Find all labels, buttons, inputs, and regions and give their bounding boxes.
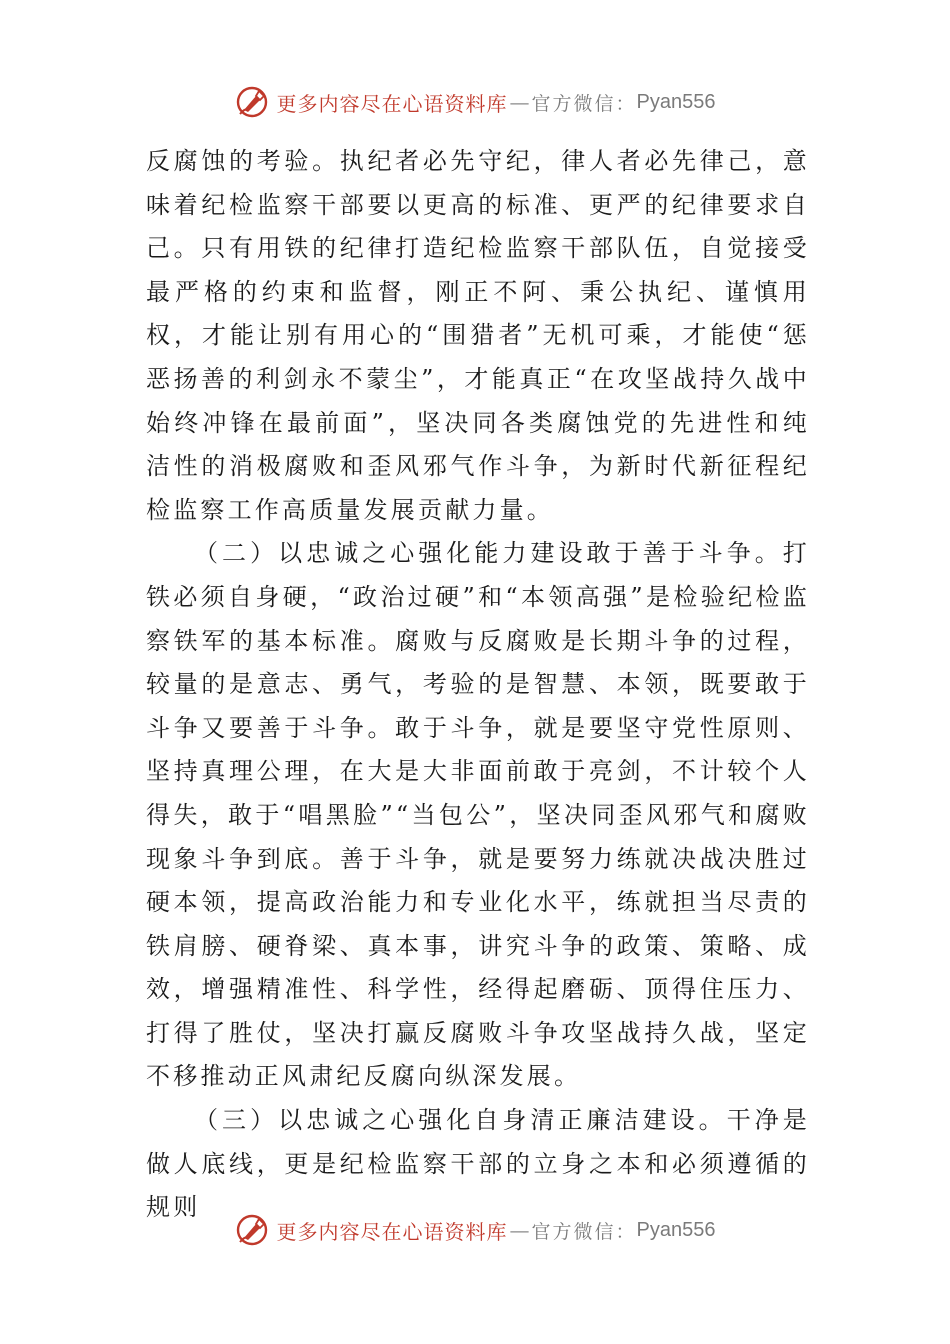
header-dash: — <box>509 90 530 114</box>
footer-dash: — <box>509 1218 530 1242</box>
pen-nib-logo-icon <box>235 1213 269 1247</box>
header-contact-id: Pyan556 <box>636 90 716 113</box>
footer-banner <box>0 1208 950 1252</box>
footer-brand-text: 更多内容尽在心语资料库 <box>276 1219 508 1244</box>
paragraph-3: （三）以忠诚之心强化自身清正廉洁建设。干净是做人底线，更是纪检监察干部的立身之本和必须遵循的规则 <box>146 1106 810 1222</box>
paragraph-2: （二）以忠诚之心强化能力建设敢于善于斗争。打铁必须自身硬，“政治过硬”和“本领高强”是检验纪检监察铁军的基本标准。腐败与反腐败是长期斗争的过程，较量的是意志、勇气，考验的是智慧、本领，既要敢于斗争又要善于斗争。敢于斗争，就是要坚守党性原则、坚持真理公理，在大是大非面前敢于亮剑，不计较个人得失，敢于“唱黑脸”“当包公”，坚决同歪风邪气和腐败现象斗争到底。善于斗争，就是要努力练就决战决胜过硬本领，提高政治能力和专业化水平，练就担当尽责的铁肩膀、硬脊梁、真本事，讲究斗争的政策、策略、成效，增强精准性、科学性，经得起磨砺、顶得住压力、打得了胜仗，坚决打赢反腐败斗争攻坚战持久战，坚定不移推动正风肃纪反腐向纵深发展。 <box>146 539 810 1091</box>
footer-contact-label: 官方微信： <box>531 1220 637 1243</box>
document-body <box>146 140 810 1230</box>
paragraph-1: 反腐蚀的考验。执纪者必先守纪，律人者必先律己，意味着纪检监察干部要以更高的标准、更严的纪律要求自己。只有用铁的纪律打造纪检监察干部队伍，自觉接受最严格的约束和监督，刚正不阿、秉公执纪、谨慎用权，才能让别有用心的“围猎者”无机可乘，才能使“惩恶扬善的利剑永不蒙尘”，才能真正“在攻坚战持久战中始终冲锋在最前面”，坚决同各类腐蚀党的先进性和纯洁性的消极腐败和歪风邪气作斗争，为新时代新征程纪检监察工作高质量发展贡献力量。 <box>146 147 810 524</box>
header-brand-text: 更多内容尽在心语资料库 <box>276 91 508 116</box>
pen-nib-logo-icon <box>235 85 269 119</box>
header-banner <box>0 80 950 124</box>
header-contact-label: 官方微信： <box>531 92 637 115</box>
footer-contact-id: Pyan556 <box>636 1218 716 1241</box>
